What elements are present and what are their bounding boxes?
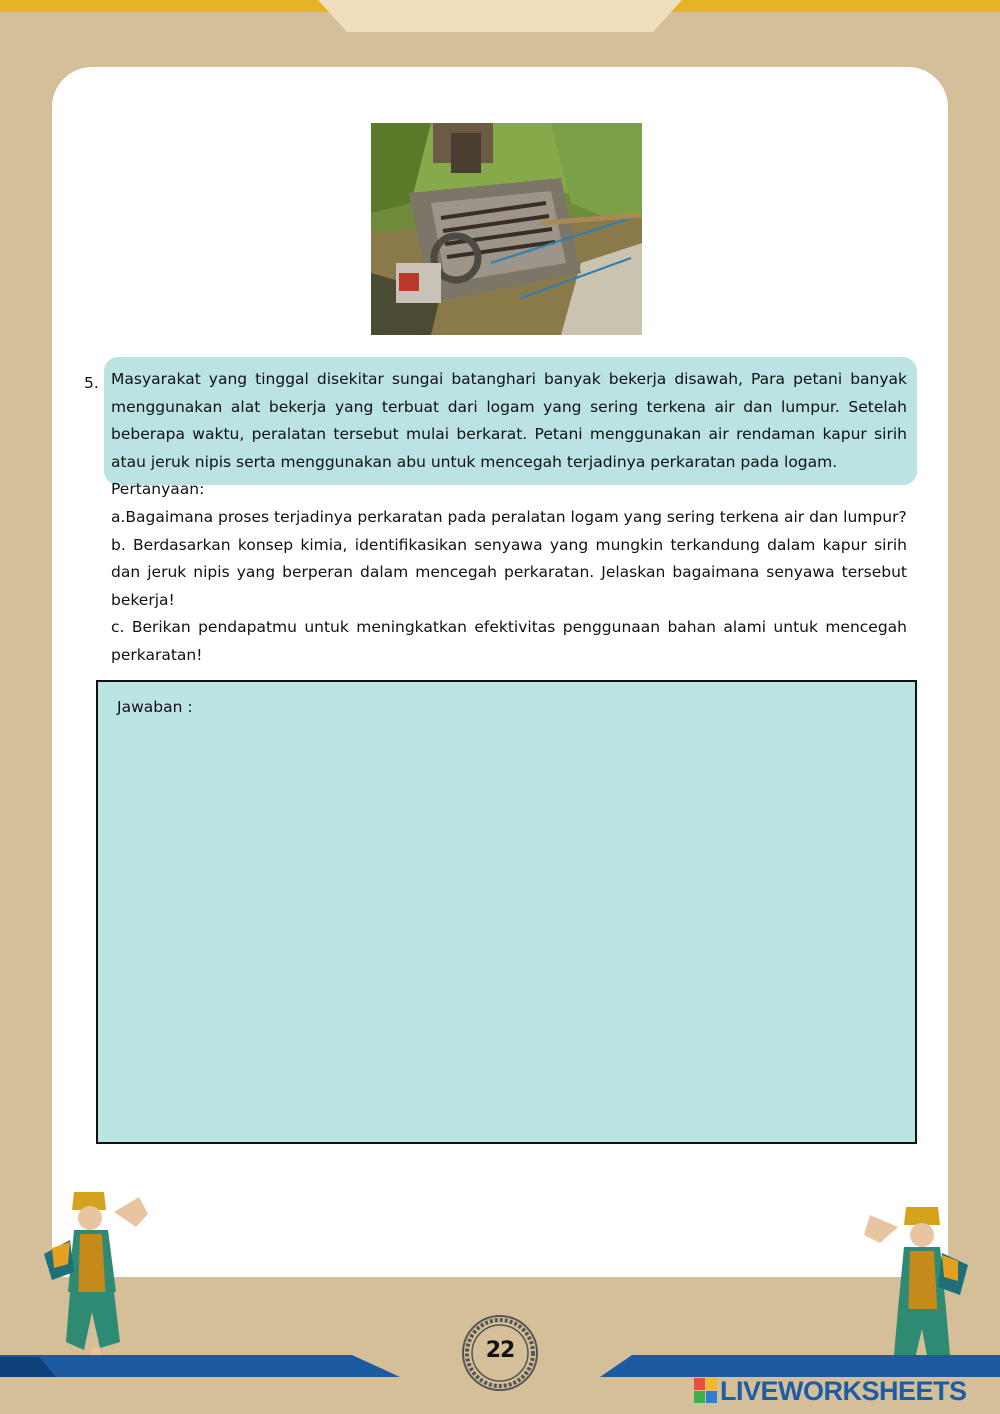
page-number: 22 — [485, 1338, 515, 1363]
answer-input-box[interactable] — [96, 680, 917, 1144]
question-context: Masyarakat yang tinggal disekitar sungai batanghari banyak bekerja disawah, Para petani banyak menggunakan alat bekerja yang terbuat dari logam yang sering terkena air dan lumpur. Setelah beberapa waktu, peralatan tersebut mulai berkarat. Petani menggunakan air rendaman kapur sirih atau jeruk nipis serta menggunakan abu untuk mencegah terjadinya perkaratan pada logam. — [111, 370, 907, 471]
footer-band-left — [0, 1355, 400, 1377]
balinese-dancer-left-icon — [44, 1192, 156, 1360]
question-body — [111, 366, 907, 670]
rice-thresher-photo — [371, 123, 642, 335]
top-tab-decoration — [318, 0, 682, 32]
brand-name: LIVEWORKSHEETS — [720, 1375, 967, 1406]
question-prompt-label: Pertanyaan: — [111, 480, 205, 499]
question-part-c: c. Berikan pendapatmu untuk meningkatkan efektivitas penggunaan bahan alami untuk mencegah perkaratan! — [111, 618, 907, 664]
liveworksheets-logo[interactable] — [694, 1374, 967, 1408]
balinese-dancer-right-icon — [858, 1205, 968, 1370]
answer-label: Jawaban : — [117, 698, 193, 716]
question-number: 5. — [84, 374, 99, 392]
question-part-a: a.Bagaimana proses terjadinya perkaratan pada peralatan logam yang sering terkena air dan lumpur? — [111, 507, 907, 526]
question-part-b: b. Berdasarkan konsep kimia, identifikasikan senyawa yang mungkin terkandung dalam kapur sirih dan jeruk nipis yang berperan dalam mencegah perkaratan. Jelaskan bagaimana senyawa tersebut bekerja! — [111, 535, 907, 609]
liveworksheets-mark-icon — [694, 1378, 718, 1404]
